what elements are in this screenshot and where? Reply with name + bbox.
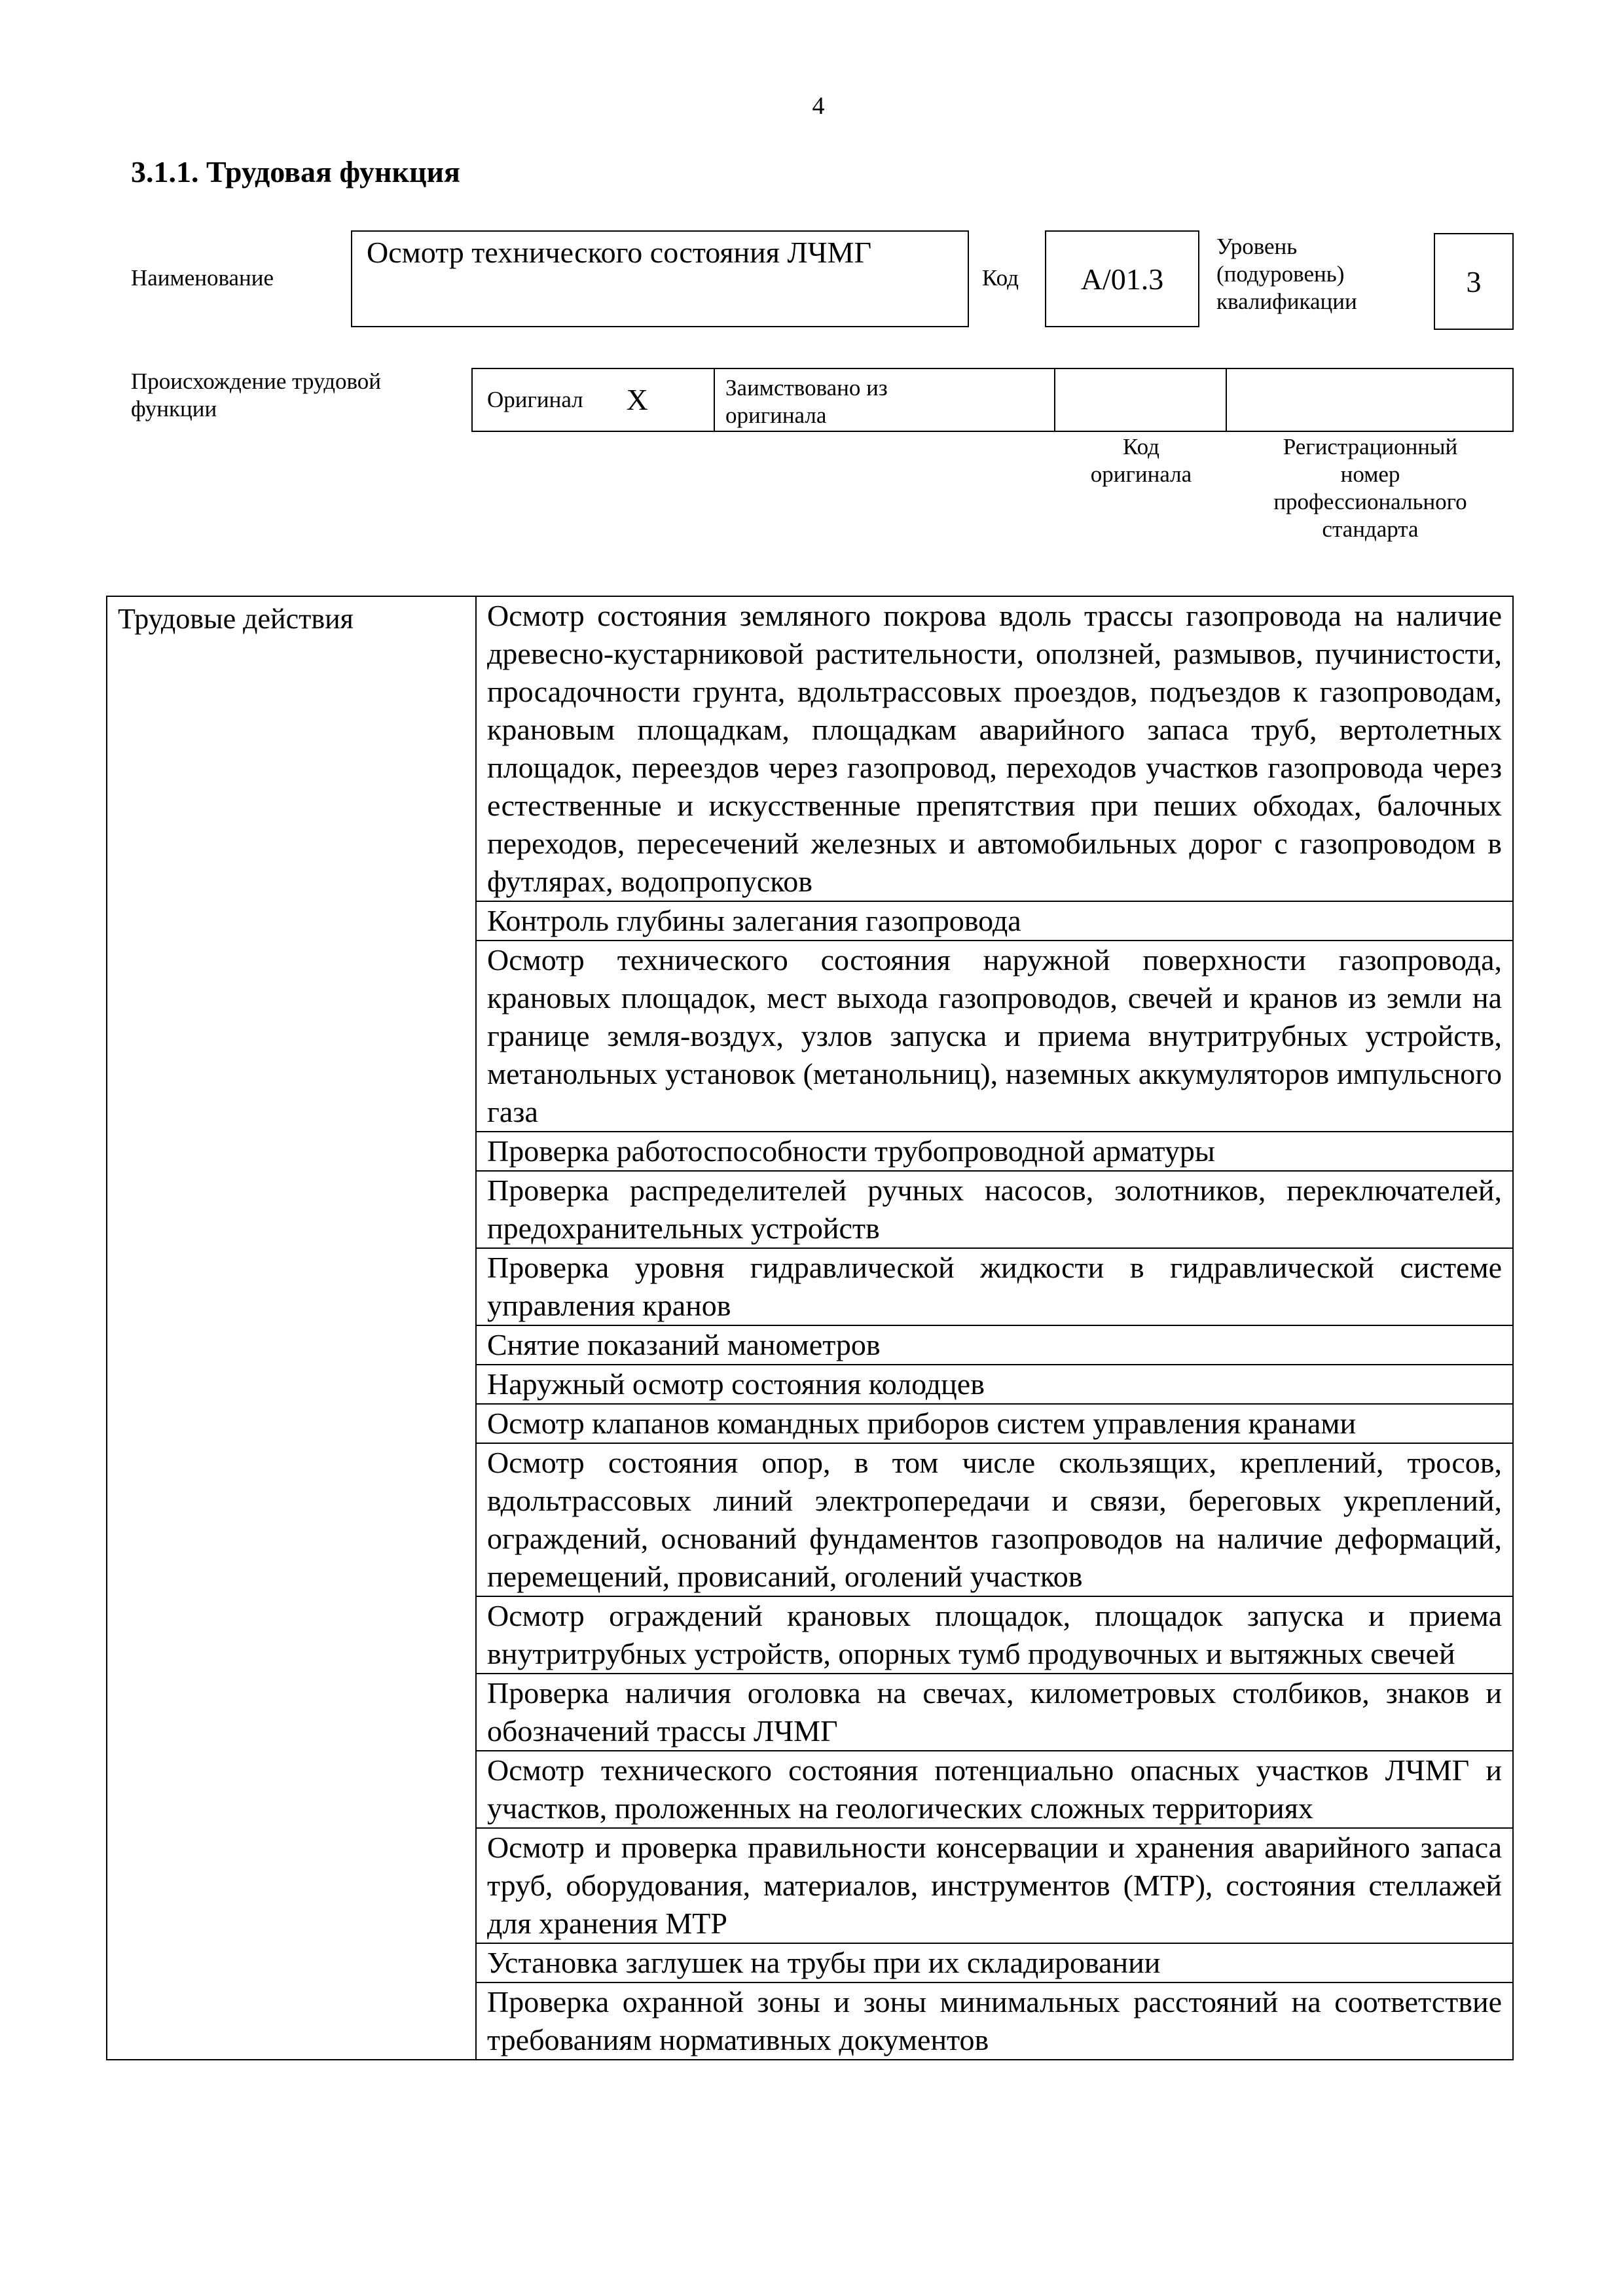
labor-action-item: Проверка работоспособности трубопроводной арматуры bbox=[476, 1132, 1513, 1171]
code-label: Код bbox=[982, 265, 1019, 291]
level-label bbox=[1216, 233, 1357, 315]
borrowed-label-line-2: оригинала bbox=[725, 403, 827, 428]
labor-action-item: Установка заглушек на трубы при их складировании bbox=[476, 1943, 1513, 1982]
registration-number-caption bbox=[1227, 433, 1514, 543]
labor-action-item: Проверка охранной зоны и зоны минимальных расстояний на соответствие требованиям нормативных документов bbox=[476, 1982, 1513, 2060]
labor-action-item: Контроль глубины залегания газопровода bbox=[476, 901, 1513, 941]
labor-action-item: Проверка наличия оголовка на свечах, километровых столбиков, знаков и обозначений трассы ЛЧМГ bbox=[476, 1674, 1513, 1751]
level-label-line-1: Уровень bbox=[1216, 234, 1298, 259]
labor-action-item: Осмотр клапанов командных приборов систем управления кранами bbox=[476, 1404, 1513, 1443]
borrowed-label-line-1: Заимствовано из bbox=[725, 375, 888, 401]
labor-action-item: Осмотр технического состояния потенциально опасных участков ЛЧМГ и участков, проложенных на геологических сложных территориях bbox=[476, 1751, 1513, 1828]
code-value: А/01.3 bbox=[1045, 230, 1199, 327]
borrowed-cell bbox=[715, 369, 1055, 431]
level-label-line-3: квалификации bbox=[1216, 289, 1357, 314]
registration-caption-line-1: Регистрационный bbox=[1283, 434, 1458, 459]
origin-label-line-1: Происхождение трудовой bbox=[131, 368, 382, 394]
labor-action-item: Проверка распределителей ручных насосов, золотников, переключателей, предохранительных устройств bbox=[476, 1171, 1513, 1248]
labor-action-item: Осмотр технического состояния наружной поверхности газопровода, крановых площадок, мест выхода газопроводов, свечей и кранов из земли на границе земля-воздух, узлов запуска и приема внутритрубных устройств, метанольных установок (метанольниц), наземных аккумуляторов импульсного газа bbox=[476, 941, 1513, 1132]
labor-action-item: Осмотр состояния земляного покрова вдоль трассы газопровода на наличие древесно-кустарниковой растительности, оползней, размывов, пучинистости, просадочности грунта, вдольтрассовых проездов, подъездов к газопроводам, крановым площадкам, площадкам аварийного запаса труб, вертолетных площадок, переездов через газопровод, переходов участков газопровода через естественные и искусственные препятствия при пеших обходах, балочных переходов, пересечений железных и автомобильных дорог с газопроводом в футлярах, водопропусков bbox=[476, 596, 1513, 901]
origin-label bbox=[131, 368, 381, 423]
origin-row bbox=[471, 368, 1514, 432]
labor-actions-table bbox=[106, 596, 1514, 2060]
origin-label-line-2: функции bbox=[131, 396, 217, 422]
labor-action-item: Проверка уровня гидравлической жидкости в гидравлической системе управления кранов bbox=[476, 1248, 1513, 1325]
registration-caption-line-3: профессионального bbox=[1273, 489, 1467, 514]
registration-number-cell bbox=[1227, 369, 1512, 431]
table-row bbox=[107, 596, 1513, 901]
level-value: 3 bbox=[1434, 233, 1514, 330]
original-code-caption-line-1: Код bbox=[1123, 434, 1159, 459]
registration-caption-line-4: стандарта bbox=[1322, 516, 1419, 542]
labor-action-item: Осмотр ограждений крановых площадок, площадок запуска и приема внутритрубных устройств, опорных тумб продувочных и вытяжных свечей bbox=[476, 1596, 1513, 1674]
labor-action-item: Снятие показаний манометров bbox=[476, 1325, 1513, 1365]
original-mark: X bbox=[626, 383, 648, 417]
labor-action-item: Осмотр и проверка правильности консервации и хранения аварийного запаса труб, оборудования, материалов, инструментов (МТР), состояния стеллажей для хранения МТР bbox=[476, 1828, 1513, 1943]
original-code-caption bbox=[1055, 433, 1227, 488]
original-code-caption-line-2: оригинала bbox=[1090, 461, 1192, 487]
original-code-cell bbox=[1055, 369, 1227, 431]
section-title: 3.1.1. Трудовая функция bbox=[131, 155, 460, 188]
name-value: Осмотр технического состояния ЛЧМГ bbox=[351, 230, 969, 327]
labor-actions-header: Трудовые действия bbox=[107, 596, 476, 2060]
page-number: 4 bbox=[812, 92, 825, 120]
level-label-line-2: (подуровень) bbox=[1216, 261, 1345, 287]
registration-caption-line-2: номер bbox=[1340, 461, 1400, 487]
labor-action-item: Наружный осмотр состояния колодцев bbox=[476, 1365, 1513, 1404]
original-cell bbox=[473, 369, 715, 431]
original-label: Оригинал bbox=[487, 387, 583, 412]
labor-action-item: Осмотр состояния опор, в том числе скользящих, креплений, тросов, вдольтрассовых линий электропередачи и связи, береговых укреплений, ограждений, оснований фундаментов газопроводов на наличие деформаций, перемещений, провисаний, оголений участков bbox=[476, 1443, 1513, 1596]
name-label: Наименование bbox=[131, 265, 274, 291]
